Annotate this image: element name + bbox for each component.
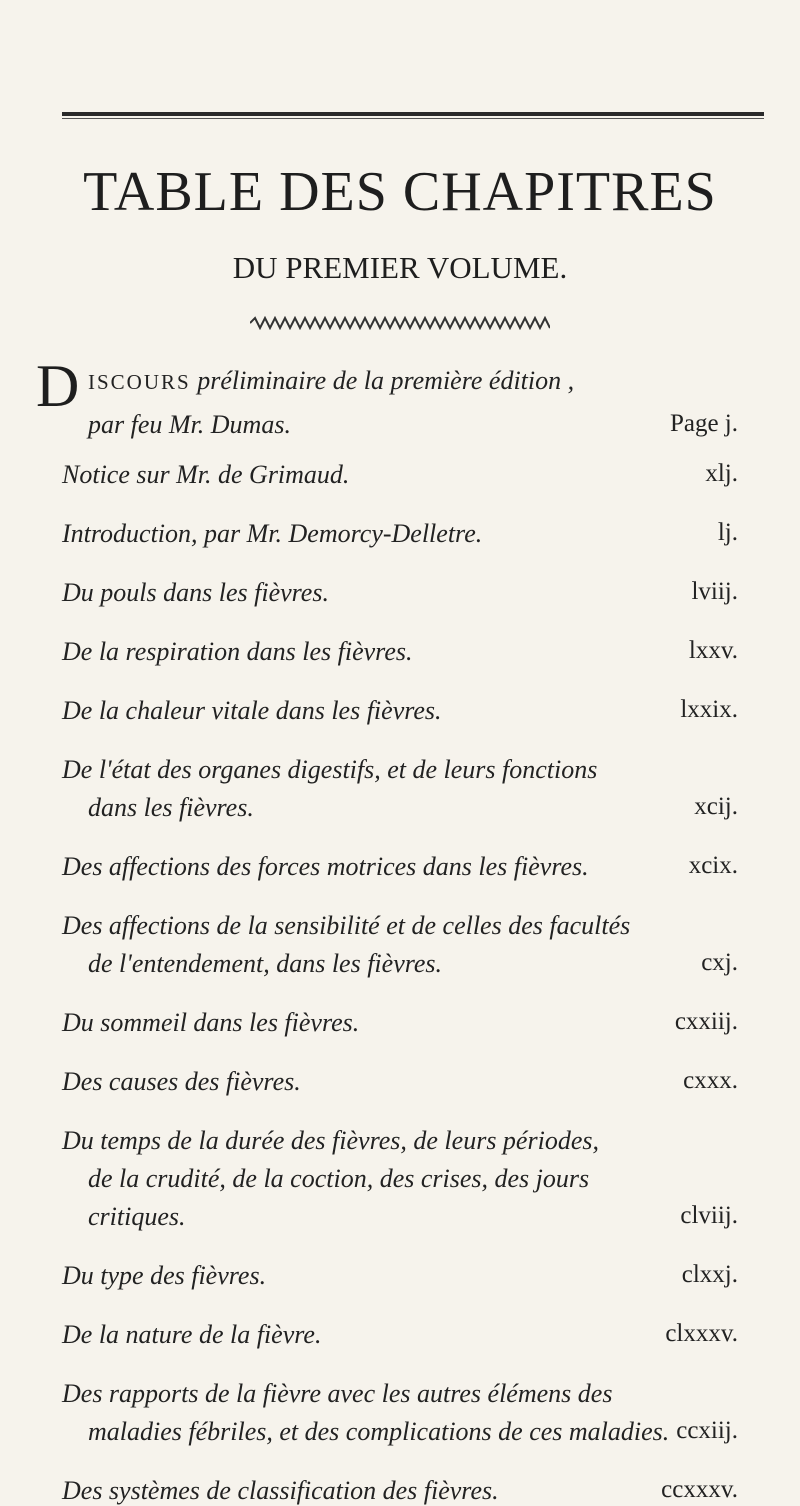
page-number: ccxiij. xyxy=(676,1417,738,1444)
toc-entry-line: De la nature de la fièvre. xyxy=(62,1320,322,1349)
toc-entry-line: dans les fièvres. xyxy=(88,793,254,822)
page-number: xcix. xyxy=(688,852,738,879)
toc-entry-line: Des rapports de la fièvre avec les autres élémens des xyxy=(62,1379,613,1408)
toc-entry-line: Du temps de la durée des fièvres, de leurs périodes, xyxy=(62,1126,599,1155)
page-number: ccxxxv. xyxy=(661,1476,738,1503)
toc-entry-line: Du pouls dans les fièvres. xyxy=(62,578,329,607)
toc-entry-line: Introduction, par Mr. Demorcy-Delletre. xyxy=(62,519,483,548)
toc-entry-line xyxy=(88,366,574,396)
page-number: cxj. xyxy=(701,949,738,976)
toc-entry-line: Du sommeil dans les fièvres. xyxy=(62,1008,360,1037)
page-number: lj. xyxy=(717,519,738,546)
toc-entry-line: maladies fébriles, et des complications de ces maladies. xyxy=(88,1417,670,1446)
toc-entry-line: De la respiration dans les fièvres. xyxy=(62,637,413,666)
page-number: clviij. xyxy=(680,1202,738,1229)
toc-entry-line: Des systèmes de classification des fièvres. xyxy=(62,1476,499,1505)
toc-entry-line: de la crudité, de la coction, des crises, des jours xyxy=(88,1164,590,1193)
toc-entry-line: De l'état des organes digestifs, et de leurs fonctions xyxy=(62,755,598,784)
page-number: lxxv. xyxy=(688,637,738,664)
toc-entry-line: Notice sur Mr. de Grimaud. xyxy=(62,460,350,489)
toc-entry-line: Des causes des fièvres. xyxy=(62,1067,301,1096)
page-number: lxxix. xyxy=(680,696,738,723)
toc-entry-line: Du type des fièvres. xyxy=(62,1261,267,1290)
page-number: cxxx. xyxy=(683,1067,738,1094)
drop-cap: D xyxy=(36,353,80,419)
page-subtitle: DU PREMIER VOLUME. xyxy=(232,250,568,285)
toc-entry-line: par feu Mr. Dumas. xyxy=(88,410,291,439)
page-number: xlj. xyxy=(705,460,738,487)
toc-entry-line: Des affections des forces motrices dans les fièvres. xyxy=(62,852,589,881)
smallcaps-word: ISCOURS xyxy=(88,370,191,394)
page-number: cxxiij. xyxy=(674,1008,738,1035)
page-number: clxxj. xyxy=(681,1261,738,1288)
page-number: lviij. xyxy=(691,578,738,605)
page-number: Page j. xyxy=(669,410,738,437)
toc-entry-line: De la chaleur vitale dans les fièvres. xyxy=(62,696,442,725)
toc-entry-line: Des affections de la sensibilité et de celles des facultés xyxy=(62,911,631,940)
toc-entry-line: critiques. xyxy=(88,1202,186,1231)
toc-entry-line: de l'entendement, dans les fièvres. xyxy=(88,949,443,978)
page-number: xcij. xyxy=(694,793,738,820)
page-number: clxxxv. xyxy=(665,1320,738,1347)
entry-text: préliminaire de la première édition , xyxy=(197,366,575,395)
page-title: TABLE DES CHAPITRES xyxy=(83,161,717,223)
